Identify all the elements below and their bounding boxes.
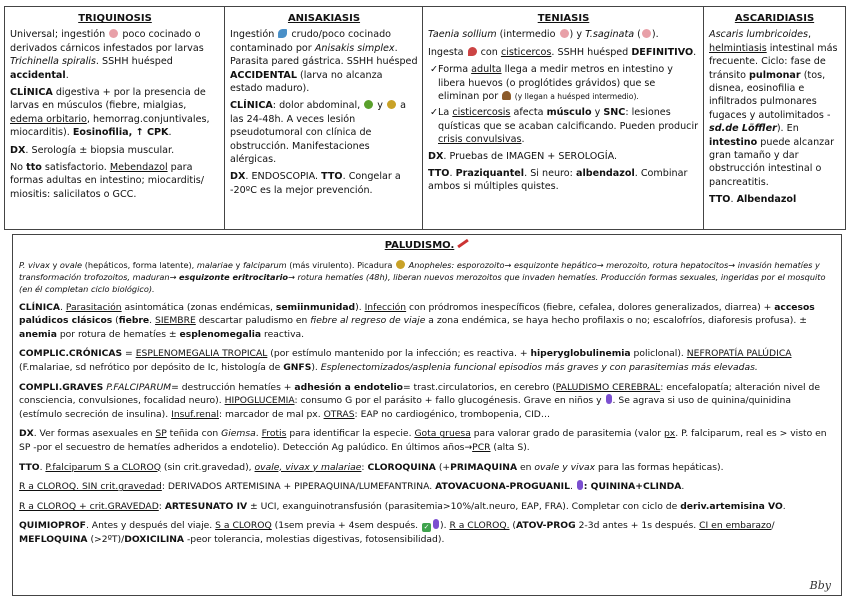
triquinosis-intro: Universal; ingestión poco cocinado o derivados cárnicos infestados por larvas Trichinella spiralis. SSHH huésped accidental.: [10, 29, 204, 81]
fish-icon: [278, 29, 287, 38]
anisakiasis-box: [224, 6, 424, 230]
paludismo-title: PALUDISMO.: [19, 239, 835, 253]
poop-icon: [502, 91, 511, 100]
ascaridiasis-title: ASCARIDIASIS: [734, 13, 815, 24]
pig-icon: [109, 29, 118, 38]
paludismo-quimioprofilaxis: QUIMIOPROF. Antes y después del viaje. S a CLOROQ (1sem previa + 4sem después. ✓ ). R a CLOROQ. (ATOV-PROG 2-3d antes + 1s después. CI en embarazo/ MEFLOQUINA (>2ºT)/DOXICILINA -peor tolerancia, molestias digestivas, fotosensibilidad).: [19, 520, 775, 545]
signature: Bby: [809, 579, 831, 593]
paludismo-clinica: CLÍNICA. Parasitación asintomática (zonas endémicas, semiinmunidad). Infección con pródromos inespecíficos (fiebre, cefalea, dolores generalizados, diarrea) + accesos palúdicos clásicos (fiebre. SIEMBRE descartar paludismo en fiebre al regreso de viaje a zona endémica, se haya hecho profilaxis o no; escalofríos, diaforesis profusa). ± anemia por rotura de hematíes ± esplenomegalia reactiva.: [19, 301, 815, 340]
triquinosis-clinica: CLÍNICA digestiva + por la presencia de larvas en músculos (fiebre, mialgias, edema orbitario, hemorrag.conjuntivales, miocarditis). Eosinofilia, ↑ CPK.: [10, 87, 210, 139]
check-icon: ✓: [423, 523, 430, 532]
triquinosis-box: [4, 6, 226, 230]
teniasis-dx: DX. Pruebas de IMAGEN + SEROLOGÍA.: [428, 150, 618, 162]
paludismo-r-gravedad: R a CLOROQ + crit.GRAVEDAD: ARTESUNATO IV ± UCI, exanguinotransfusión (parasitemia>10%/alt.neuro, EAP, FRA). Completar con ciclo de deriv.artemisina VO.: [19, 500, 786, 512]
pregnant-icon: [577, 480, 583, 490]
anisakiasis-title: ANISAKIASIS: [287, 13, 361, 24]
teniasis-bullet-cisticercosis: ✓La cisticercosis afecta músculo y SNC: lesiones quísticas que se acaban calcificando. Pueden producir crisis convulsivas.: [430, 107, 699, 146]
anisakiasis-intro: Ingestión crudo/poco cocinado contaminado por Anisakis simplex. Parasita pared gástrica. SSHH huésped ACCIDENTAL (larva no alcanza estado maduro).: [230, 29, 418, 95]
anisakiasis-dx: DX. ENDOSCOPIA. TTO. Congelar a -20ºC es la mejor prevención.: [230, 171, 401, 196]
paludismo-r-sin-gravedad: R a CLOROQ. SIN crit.gravedad: DERIVADOS ARTEMISINA + PIPERAQUINA/LUMEFANTRINA. ATOVACUONA-PROGUANIL. : QUININA+CLINDA.: [19, 481, 685, 493]
ascaridiasis-box: [703, 6, 846, 230]
pregnant-icon: [433, 519, 439, 529]
nausea-face-icon: [364, 100, 373, 109]
mosquito-icon: [396, 260, 405, 269]
triquinosis-dx: DX. Serología ± biopsia muscular.: [10, 144, 175, 156]
teniasis-tto: TTO. Praziquantel. Si neuro: albendazol. Combinar ambos si múltiples quistes.: [428, 168, 688, 193]
paludismo-complic-graves: COMPLI.GRAVES P.FALCIPARUM= destrucción hematíes + adhesión a endotelio= trast.circulatorios, en cerebro (PALUDISMO CEREBRAL: encefalopatía; alteración nivel de consciencia, convulsiones, focalidad neuro). HIPOGLUCEMIA: consumo G por el parásito + fallo glucogénesis. Grave en niños y . Se agrava si uso de quinina/quinidina (estímulo secreción de insulina). Insuf.renal: marcador de mal px. OTRAS: EAP no cardiogénico, trombopenia, CID…: [19, 381, 820, 420]
paludismo-dx: DX. Ver formas asexuales en SP teñida con Giemsa. Frotis para identificar la especie. Gota gruesa para valorar grado de parasitemia (valor px. P. falciparum, real es > visto en SP -por el secuestro de hematíes adheridos a endotelio). Detección Ag palúdico. En últimos años→PCR (alta S).: [19, 428, 827, 453]
paludismo-tto: TTO. P.falciparum S a CLOROQ (sin crit.gravedad), ovale, vivax y malariae: CLOROQUINA (+PRIMAQUINA en ovale y vivax para las formas hepáticas).: [19, 461, 724, 473]
vomit-face-icon: [387, 100, 396, 109]
anisakiasis-clinica: CLÍNICA: dolor abdominal, y a las 24-48h. A veces lesión pseudotumoral con clínica de obstrucción. Manifestaciones alérgicas.: [230, 100, 406, 166]
teniasis-species: Taenia sollium (intermedio ) y T.saginata ( ).: [428, 29, 659, 41]
teniasis-title: TENIASIS: [537, 13, 590, 24]
pregnant-icon: [606, 394, 612, 404]
paludismo-intro: P. vivax y ovale (hepáticos, forma latente), malariae y falciparum (más virulento). Picadura Anopheles: esporozoito→ esquizonte hepático→ merozoito, rotura hepatocitos→ invasión hematíes y transformación trofozoitos, maduran→ esquizonte eritrocitario→ rotura hematíes (48h), liberan nuevos merozoitos que invaden hematíes. Producción formas sexuales, ingeridas por el mosquito (en él completan ciclo biológico).: [19, 259, 826, 294]
teniasis-bullet-adulta: ✓Forma adulta llega a medir metros en intestino y libera huevos (o proglótides grávidos) que se eliminan por (y llegan a huésped intermedio).: [430, 64, 673, 103]
cow-icon: [642, 29, 651, 38]
paludismo-box: [12, 234, 842, 596]
syringe-icon: [458, 239, 470, 248]
paludismo-complic-cronicas: COMPLIC.CRÓNICAS = ESPLENOMEGALIA TROPICAL (por estímulo mantenido por la infección; es reactiva. + hiperyglobulinemia policlonal). NEFROPATÍA PALÚDICA (F.malariae, sd nefrótico por depósito de Ic, histología de GNFS). Esplenectomizados/asplenia funcional episodios más graves y con parasitemias más elevadas.: [19, 348, 792, 373]
pig-icon: [560, 29, 569, 38]
ascaridiasis-body: Ascaris lumbricoides, helmintiasis intestinal más frecuente. Ciclo: fase de tránsito pulmonar (tos, disnea, eosinofilia e infiltrados pulmonares fugaces y autolimitados -sd.de Löffler). En intestino puede alcanzar gran tamaño y dar obstrucción intestinal o pancreatitis.: [709, 29, 838, 188]
teniasis-ingesta: Ingesta con cisticercos. SSHH huésped DEFINITIVO.: [428, 46, 697, 58]
meat-icon: [468, 47, 477, 56]
teniasis-box: [422, 6, 705, 230]
triquinosis-tto: No tto satisfactorio. Mebendazol para formas adultas en intestino; miocarditis/ miositis: salicilatos o GCC.: [10, 162, 205, 200]
ascaridiasis-tto: TTO. Albendazol: [709, 194, 797, 206]
triquinosis-title: TRIQUINOSIS: [78, 13, 152, 24]
